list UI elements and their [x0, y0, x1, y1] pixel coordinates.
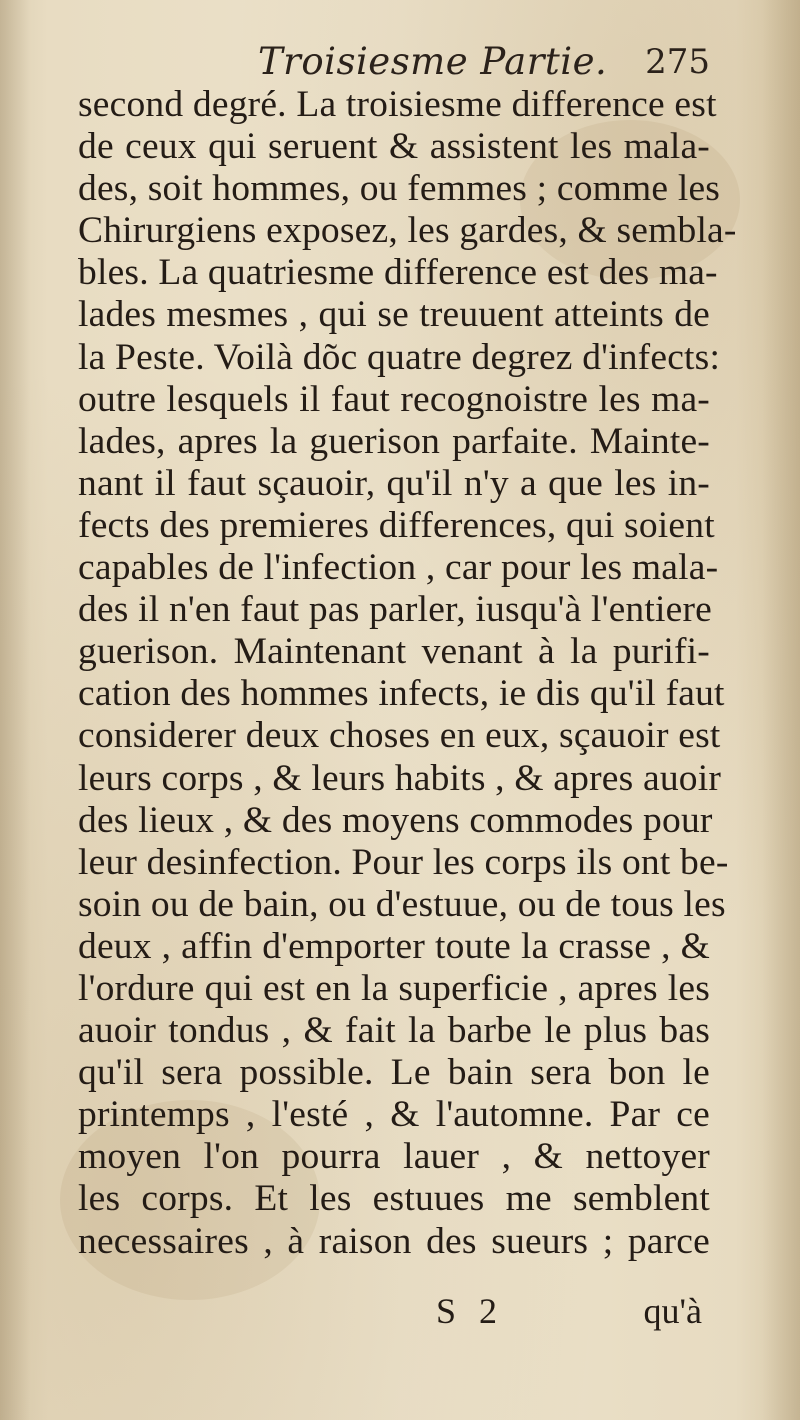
text-line: qu'il sera possible. Le bain sera bon le [78, 1052, 710, 1094]
text-line: considerer deux choses en eux, sçauoir est [78, 715, 721, 757]
text-line: des lieux , & des moyens commodes pour [78, 799, 713, 841]
text-line: second degré. La troisiesme difference est [78, 84, 717, 125]
text-line: la Peste. Voilà dõc quatre degrez d'infects: [78, 336, 721, 378]
text-line: necessaires , à raison des sueurs ; parce [78, 1220, 710, 1262]
page-number: 275 [645, 42, 710, 82]
text-line: moyen l'on pourra lauer , & nettoyer [78, 1136, 710, 1178]
text-line: Chirurgiens exposez, les gardes, & sembla- [78, 210, 737, 252]
text-line: bles. La quatriesme difference est des ma- [78, 252, 718, 294]
text-line: des il n'en faut pas parler, iusqu'à l'entiere [78, 589, 712, 631]
page-edge-shadow [762, 0, 800, 1420]
text-line: les corps. Et les estuues me semblent [78, 1178, 710, 1220]
running-title: Troisiesme Partie. [258, 40, 608, 83]
text-line: fects des premieres differences, qui soient [78, 504, 715, 546]
text-line: nant il faut sçauoir, qu'il n'y a que les in- [78, 462, 710, 504]
text-line: soin ou de bain, ou d'estuue, ou de tous les [78, 883, 726, 925]
page-footer [78, 1290, 710, 1336]
signature-mark: S 2 [436, 1291, 498, 1331]
text-line: de ceux qui seruent & assistent les mala- [78, 126, 710, 168]
body-text [78, 84, 737, 1263]
text-line: deux , affin d'emporter toute la crasse , & [78, 925, 710, 967]
page-gutter-shadow [0, 0, 30, 1420]
text-line: printemps , l'esté , & l'automne. Par ce [78, 1094, 710, 1136]
text-line: guerison. Maintenant venant à la purifi- [78, 631, 710, 673]
text-line: lades, apres la guerison parfaite. Mainte- [78, 420, 710, 462]
text-line: lades mesmes , qui se treuuent atteints de [78, 294, 710, 336]
text-line: des, soit hommes, ou femmes ; comme les [78, 168, 721, 210]
text-line: auoir tondus , & fait la barbe le plus bas [78, 1010, 710, 1052]
catchword: qu'à [643, 1291, 702, 1331]
text-line: l'ordure qui est en la superficie , apres les [78, 967, 710, 1009]
text-line: leurs corps , & leurs habits , & apres auoir [78, 757, 722, 799]
text-line: capables de l'infection , car pour les mala- [78, 547, 719, 589]
text-line: outre lesquels il faut recognoistre les ma- [78, 378, 710, 420]
text-line: cation des hommes infects, ie dis qu'il faut [78, 673, 725, 715]
text-line: leur desinfection. Pour les corps ils ont be- [78, 841, 729, 883]
